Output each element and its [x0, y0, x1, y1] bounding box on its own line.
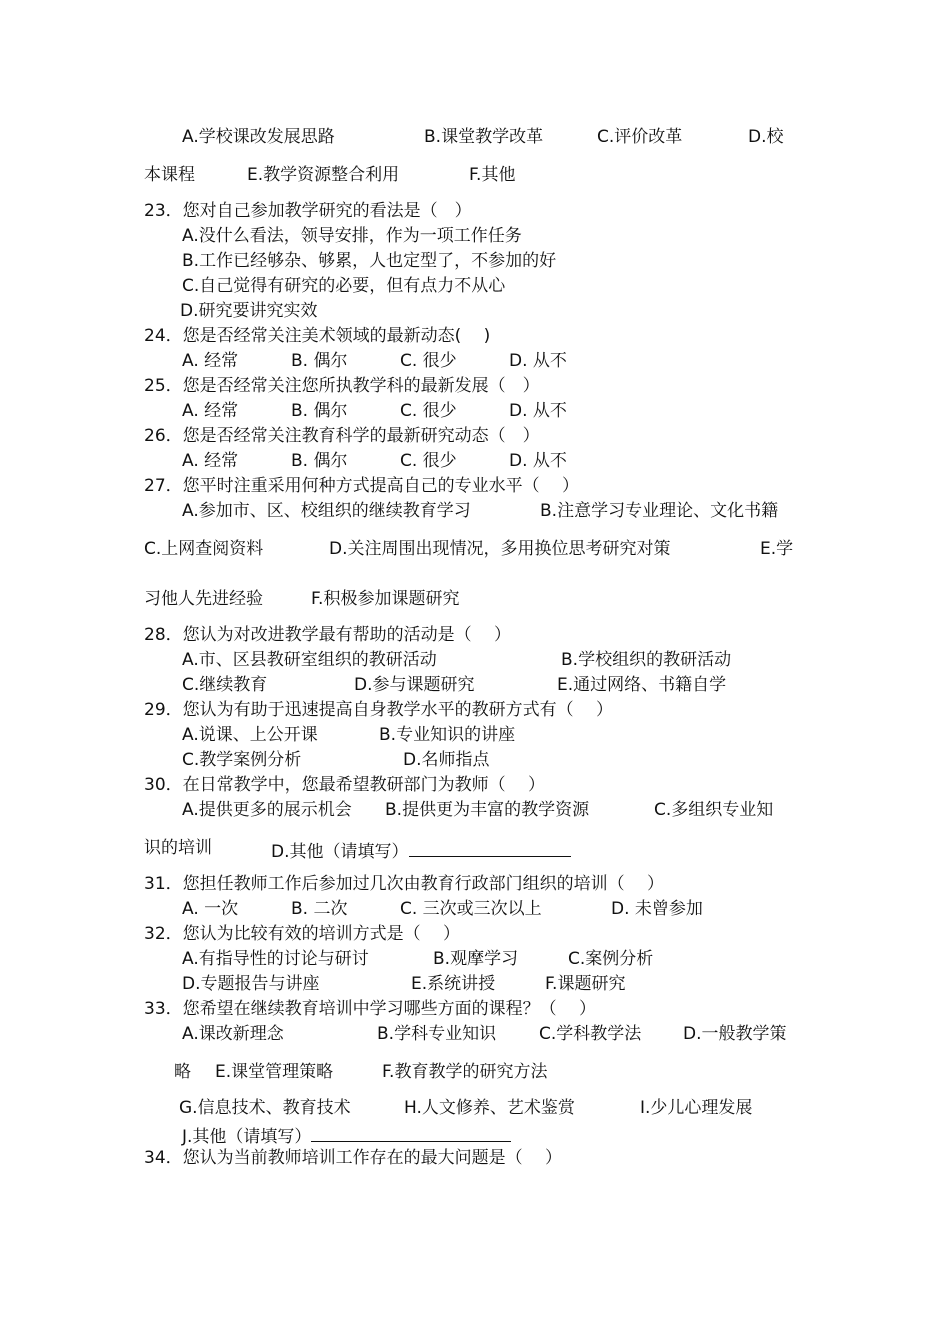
- q33-option-j: [182, 1123, 511, 1147]
- q27-option-d: D.关注周围出现情况，多用换位思考研究对策: [329, 539, 671, 559]
- q25-option-d: D. 从不: [509, 401, 567, 421]
- q33-option-d-cont: 略: [174, 1062, 191, 1082]
- q30-option-d-label: D.其他（请填写）: [271, 842, 409, 862]
- q28-option-a: A.市、区县教研室组织的教研活动: [182, 650, 437, 670]
- q30-option-d: [271, 838, 571, 862]
- q28-option-c: C.继续教育: [182, 675, 268, 695]
- q25-option-b: B. 偶尔: [291, 401, 348, 421]
- q26-option-b: B. 偶尔: [291, 451, 348, 471]
- q26-option-d: D. 从不: [509, 451, 567, 471]
- q33-option-a: A.课改新理念: [182, 1024, 284, 1044]
- question-30: 30．在日常教学中，您最希望教研部门为教师（ ）: [144, 775, 546, 795]
- q33-option-g: G.信息技术、教育技术: [179, 1098, 351, 1118]
- q27-option-c: C.上网查阅资料: [144, 539, 264, 559]
- q32-option-d: D.专题报告与讲座: [182, 974, 320, 994]
- q24-option-b: B. 偶尔: [291, 351, 348, 371]
- q31-option-b: B. 二次: [291, 899, 348, 919]
- q23-option-c: C.自己觉得有研究的必要，但有点力不从心: [182, 276, 506, 296]
- q31-option-c: C. 三次或三次以上: [400, 899, 542, 919]
- question-31: 31．您担任教师工作后参加过几次由教育行政部门组织的培训（ ）: [144, 874, 665, 894]
- q28-option-e: E.通过网络、书籍自学: [557, 675, 727, 695]
- question-28: 28．您认为对改进教学最有帮助的活动是（ ）: [144, 625, 512, 645]
- q24-option-c: C. 很少: [400, 351, 457, 371]
- q27-option-a: A.参加市、区、校组织的继续教育学习: [182, 501, 471, 521]
- option-d-cont: 本课程: [144, 165, 195, 185]
- q23-option-b: B.工作已经够杂、够累，人也定型了，不参加的好: [182, 251, 557, 271]
- q28-option-d: D.参与课题研究: [354, 675, 475, 695]
- option-a: A.学校课改发展思路: [182, 127, 335, 147]
- q33-option-e: E.课堂管理策略: [215, 1062, 334, 1082]
- q30-option-b: B.提供更为丰富的教学资源: [385, 800, 590, 820]
- q23-option-a: A.没什么看法，领导安排，作为一项工作任务: [182, 226, 522, 246]
- q29-option-a: A.说课、上公开课: [182, 725, 318, 745]
- q30-option-c: C.多组织专业知: [654, 800, 774, 820]
- question-24: 24．您是否经常关注美术领域的最新动态( ): [144, 326, 491, 346]
- q24-option-d: D. 从不: [509, 351, 567, 371]
- q27-option-f: F.积极参加课题研究: [311, 589, 460, 609]
- question-29: 29．您认为有助于迅速提高自身教学水平的教研方式有（ ）: [144, 700, 614, 720]
- q33-option-j-label: J.其他（请填写）: [182, 1127, 312, 1147]
- option-d: D.校: [748, 127, 784, 147]
- q31-option-a: A. 一次: [182, 899, 239, 919]
- q27-option-b: B.注意学习专业理论、文化书籍: [540, 501, 779, 521]
- q33-option-h: H.人文修养、艺术鉴赏: [404, 1098, 575, 1118]
- q32-option-b: B.观摩学习: [433, 949, 519, 969]
- q29-option-c: C.教学案例分析: [182, 750, 302, 770]
- q29-option-b: B.专业知识的讲座: [379, 725, 516, 745]
- question-25: 25．您是否经常关注您所执教学科的最新发展（ ）: [144, 376, 540, 396]
- q29-option-d: D.名师指点: [403, 750, 490, 770]
- question-33: 33．您希望在继续教育培训中学习哪些方面的课程？（ ）: [144, 999, 597, 1019]
- q27-option-e-cont: 习他人先进经验: [144, 589, 263, 609]
- q33-option-i: I.少儿心理发展: [640, 1098, 753, 1118]
- q32-option-f: F.课题研究: [545, 974, 626, 994]
- q33-option-d: D.一般教学策: [683, 1024, 787, 1044]
- question-27: 27．您平时注重采用何种方式提高自己的专业水平（ ）: [144, 476, 580, 496]
- option-f: F.其他: [469, 165, 516, 185]
- question-34: 34．您认为当前教师培训工作存在的最大问题是（ ）: [144, 1148, 563, 1168]
- q33-option-c: C.学科教学法: [539, 1024, 642, 1044]
- q33-option-b: B.学科专业知识: [377, 1024, 497, 1044]
- q32-option-c: C.案例分析: [568, 949, 654, 969]
- q26-option-a: A. 经常: [182, 451, 239, 471]
- fill-in-blank[interactable]: [409, 838, 571, 857]
- question-32: 32．您认为比较有效的培训方式是（ ）: [144, 924, 461, 944]
- q27-option-e: E.学: [760, 539, 794, 559]
- option-b: B.课堂教学改革: [424, 127, 544, 147]
- q25-option-c: C. 很少: [400, 401, 457, 421]
- option-c: C.评价改革: [597, 127, 683, 147]
- q33-option-f: F.教育教学的研究方法: [382, 1062, 548, 1082]
- question-23: 23．您对自己参加教学研究的看法是（ ）: [144, 201, 472, 221]
- q24-option-a: A. 经常: [182, 351, 239, 371]
- question-26: 26．您是否经常关注教育科学的最新研究动态（ ）: [144, 426, 540, 446]
- option-e: E.教学资源整合利用: [247, 165, 400, 185]
- q30-option-c-cont: 识的培训: [144, 838, 212, 858]
- q30-option-a: A.提供更多的展示机会: [182, 800, 352, 820]
- q31-option-d: D. 未曾参加: [611, 899, 703, 919]
- fill-in-blank[interactable]: [311, 1123, 511, 1142]
- q25-option-a: A. 经常: [182, 401, 239, 421]
- q32-option-e: E.系统讲授: [411, 974, 496, 994]
- q32-option-a: A.有指导性的讨论与研讨: [182, 949, 369, 969]
- q23-option-d: D.研究要讲究实效: [180, 301, 318, 321]
- q26-option-c: C. 很少: [400, 451, 457, 471]
- q28-option-b: B.学校组织的教研活动: [561, 650, 732, 670]
